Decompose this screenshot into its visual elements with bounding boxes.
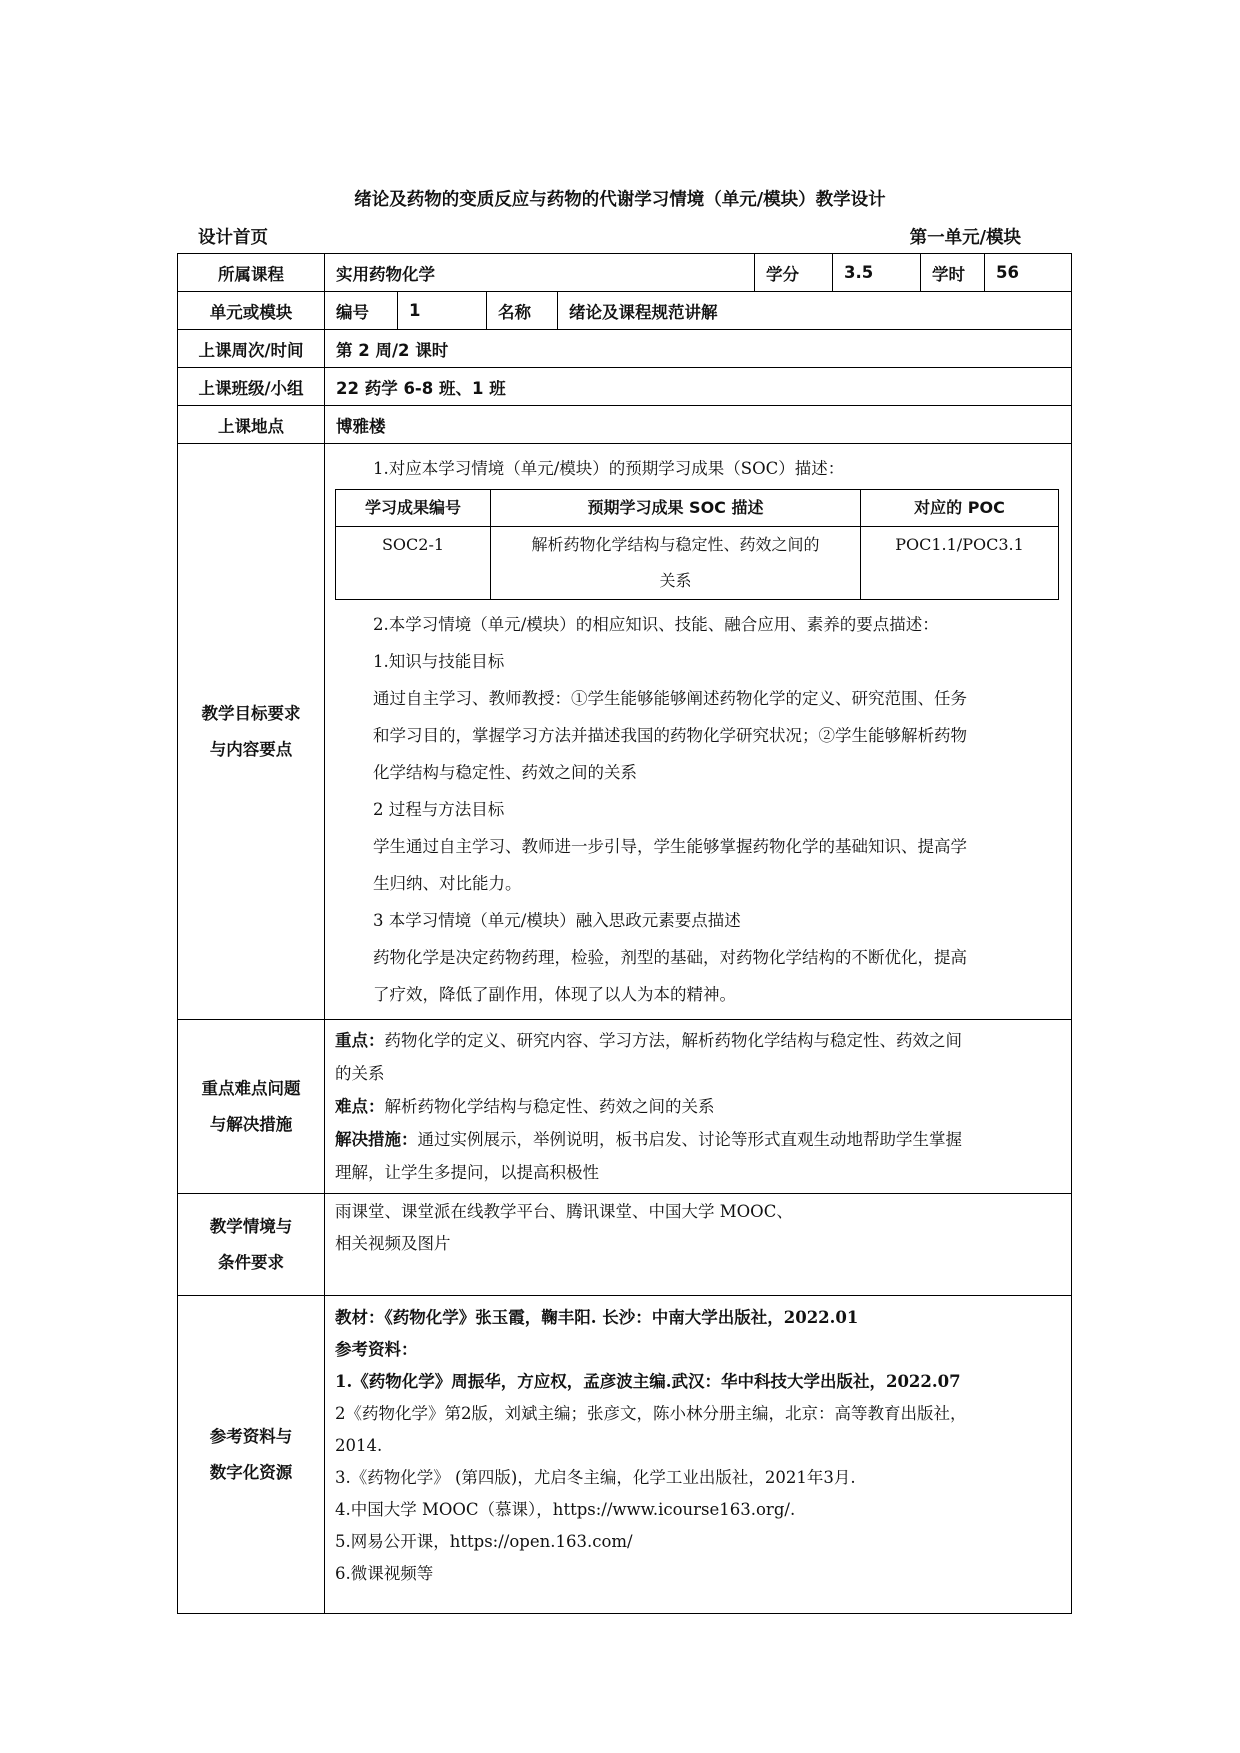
- soc-table: [335, 489, 1059, 600]
- class-label: 上课班级/小组: [178, 368, 325, 406]
- focus-line1: [335, 1024, 1061, 1057]
- soc-code: SOC2-1: [336, 527, 491, 600]
- unit-module-label: 第一单元/模块: [909, 228, 1021, 248]
- environment-content: [325, 1194, 1072, 1296]
- reference-3: 3.《药物化学》 (第四版)，尤启冬主编，化学工业出版社，2021年3月.: [335, 1468, 856, 1487]
- teaching-design-table: [177, 253, 1072, 1614]
- reference-1: 1.《药物化学》周振华，方应权，孟彦波主编.武汉：华中科技大学出版社，2022.07: [335, 1372, 961, 1391]
- reference-5: 5.网易公开课，https://open.163.com/: [335, 1532, 633, 1551]
- code-label: 编号: [325, 292, 398, 330]
- environment-label-line2: 条件要求: [218, 1252, 284, 1272]
- keypoints-content: [325, 1020, 1072, 1194]
- solution-line1: [335, 1123, 1061, 1156]
- course-label: 所属课程: [178, 254, 325, 292]
- code-value: 1: [398, 292, 487, 330]
- objectives-heading2: 2 过程与方法目标: [373, 800, 505, 819]
- difficulty-text: 解析药物化学结构与稳定性、药效之间的关系: [384, 1097, 715, 1116]
- week-value: 第 2 周/2 课时: [325, 330, 1072, 368]
- references-row: [178, 1296, 1072, 1614]
- course-value: 实用药物化学: [325, 254, 755, 292]
- keypoints-label: [178, 1020, 325, 1194]
- objectives-paragraph1-line2: 和学习目的，掌握学习方法并描述我国的药物化学研究状况；②学生能够解析药物: [373, 726, 967, 745]
- references-label: [178, 1296, 325, 1614]
- course-row: [178, 254, 1072, 292]
- environment-row: [178, 1194, 1072, 1296]
- reference-4: 4.中国大学 MOOC（慕课），https://www.icourse163.org/.: [335, 1500, 796, 1519]
- objectives-label: [178, 444, 325, 1020]
- difficulty-line: [335, 1090, 1061, 1123]
- environment-label-line1: 教学情境与: [209, 1216, 293, 1236]
- objectives-paragraph3-line2: 了疗效，降低了副作用，体现了以人为本的精神。: [373, 985, 736, 1004]
- objectives-paragraph3-line1: 药物化学是决定药物药理，检验，剂型的基础，对药物化学结构的不断优化，提高: [373, 948, 967, 967]
- unit-row: [178, 292, 1072, 330]
- objectives-paragraph2-line2: 生归纳、对比能力。: [373, 874, 522, 893]
- environment-line1: 雨课堂、课堂派在线教学平台、腾讯课堂、中国大学 MOOC、: [335, 1202, 793, 1221]
- solution-line2: 理解，让学生多提问，以提高积极性: [335, 1163, 599, 1182]
- hours-label: 学时: [921, 254, 985, 292]
- keypoints-label-line2: 与解决措施: [209, 1114, 293, 1134]
- credit-value: 3.5: [833, 254, 921, 292]
- soc-row: [336, 527, 1059, 600]
- objectives-paragraph1-line1: 通过自主学习、教师教授：①学生能够能够阐述药物化学的定义、研究范围、任务: [373, 689, 967, 708]
- references-content: [325, 1296, 1072, 1614]
- place-row: [178, 406, 1072, 444]
- objectives-heading3: 3 本学习情境（单元/模块）融入思政元素要点描述: [373, 911, 741, 930]
- references-label-line2: 数字化资源: [209, 1462, 293, 1482]
- hours-value: 56: [985, 254, 1072, 292]
- soc-header-code: 学习成果编号: [336, 490, 491, 527]
- reference-2-line1: 2《药物化学》第2版，刘斌主编；张彦文，陈小林分册主编，北京：高等教育出版社，: [335, 1404, 967, 1423]
- name-label: 名称: [487, 292, 558, 330]
- unit-label: 单元或模块: [178, 292, 325, 330]
- design-homepage-label: 设计首页: [198, 228, 268, 248]
- references-label-line1: 参考资料与: [209, 1426, 293, 1446]
- soc-header-desc: 预期学习成果 SOC 描述: [491, 490, 861, 527]
- focus-text: 药物化学的定义、研究内容、学习方法，解析药物化学结构与稳定性、药效之间: [384, 1031, 962, 1050]
- focus-label: 重点：: [335, 1031, 385, 1050]
- name-value: 绪论及课程规范讲解: [558, 292, 1072, 330]
- environment-line2: 相关视频及图片: [335, 1234, 451, 1253]
- objectives-paragraph2-line1: 学生通过自主学习、教师进一步引导，学生能够掌握药物化学的基础知识、提高学: [373, 837, 967, 856]
- class-row: [178, 368, 1072, 406]
- keypoints-row: [178, 1020, 1072, 1194]
- keypoints-label-line1: 重点难点问题: [201, 1078, 301, 1098]
- objectives-paragraph1-line3: 化学结构与稳定性、药效之间的关系: [373, 763, 637, 782]
- soc-desc: [491, 527, 861, 600]
- soc-header-poc: 对应的 POC: [861, 490, 1059, 527]
- objectives-intro2: 2.本学习情境（单元/模块）的相应知识、技能、融合应用、素养的要点描述：: [373, 615, 939, 634]
- objectives-content: [325, 444, 1072, 1020]
- reference-2-line2: 2014.: [335, 1436, 383, 1455]
- environment-label: [178, 1194, 325, 1296]
- difficulty-label: 难点：: [335, 1097, 385, 1116]
- credit-label: 学分: [755, 254, 833, 292]
- week-row: [178, 330, 1072, 368]
- soc-desc-line2: 关系: [659, 571, 692, 590]
- objectives-heading1: 1.知识与技能目标: [373, 652, 505, 671]
- week-label: 上课周次/时间: [178, 330, 325, 368]
- solution-label: 解决措施：: [335, 1130, 418, 1149]
- solution-text: 通过实例展示，举例说明，板书启发、讨论等形式直观生动地帮助学生掌握: [417, 1130, 962, 1149]
- soc-desc-line1: 解析药物化学结构与稳定性、药效之间的: [531, 535, 820, 554]
- focus-line2: 的关系: [335, 1064, 385, 1083]
- objectives-intro1: 1.对应本学习情境（单元/模块）的预期学习成果（SOC）描述：: [373, 459, 845, 478]
- place-label: 上课地点: [178, 406, 325, 444]
- soc-poc: POC1.1/POC3.1: [861, 527, 1059, 600]
- textbook-line: 教材：《药物化学》张玉霞，鞠丰阳. 长沙：中南大学出版社，2022.01: [335, 1308, 859, 1327]
- document-title: 绪论及药物的变质反应与药物的代谢学习情境（单元/模块）教学设计: [354, 190, 886, 210]
- reference-6: 6.微课视频等: [335, 1564, 434, 1583]
- reference-label: 参考资料：: [335, 1340, 418, 1359]
- class-value: 22 药学 6-8 班、1 班: [325, 368, 1072, 406]
- objectives-label-line2: 与内容要点: [209, 739, 293, 759]
- objectives-label-line1: 教学目标要求: [201, 703, 301, 723]
- place-value: 博雅楼: [325, 406, 1072, 444]
- objectives-row: [178, 444, 1072, 1020]
